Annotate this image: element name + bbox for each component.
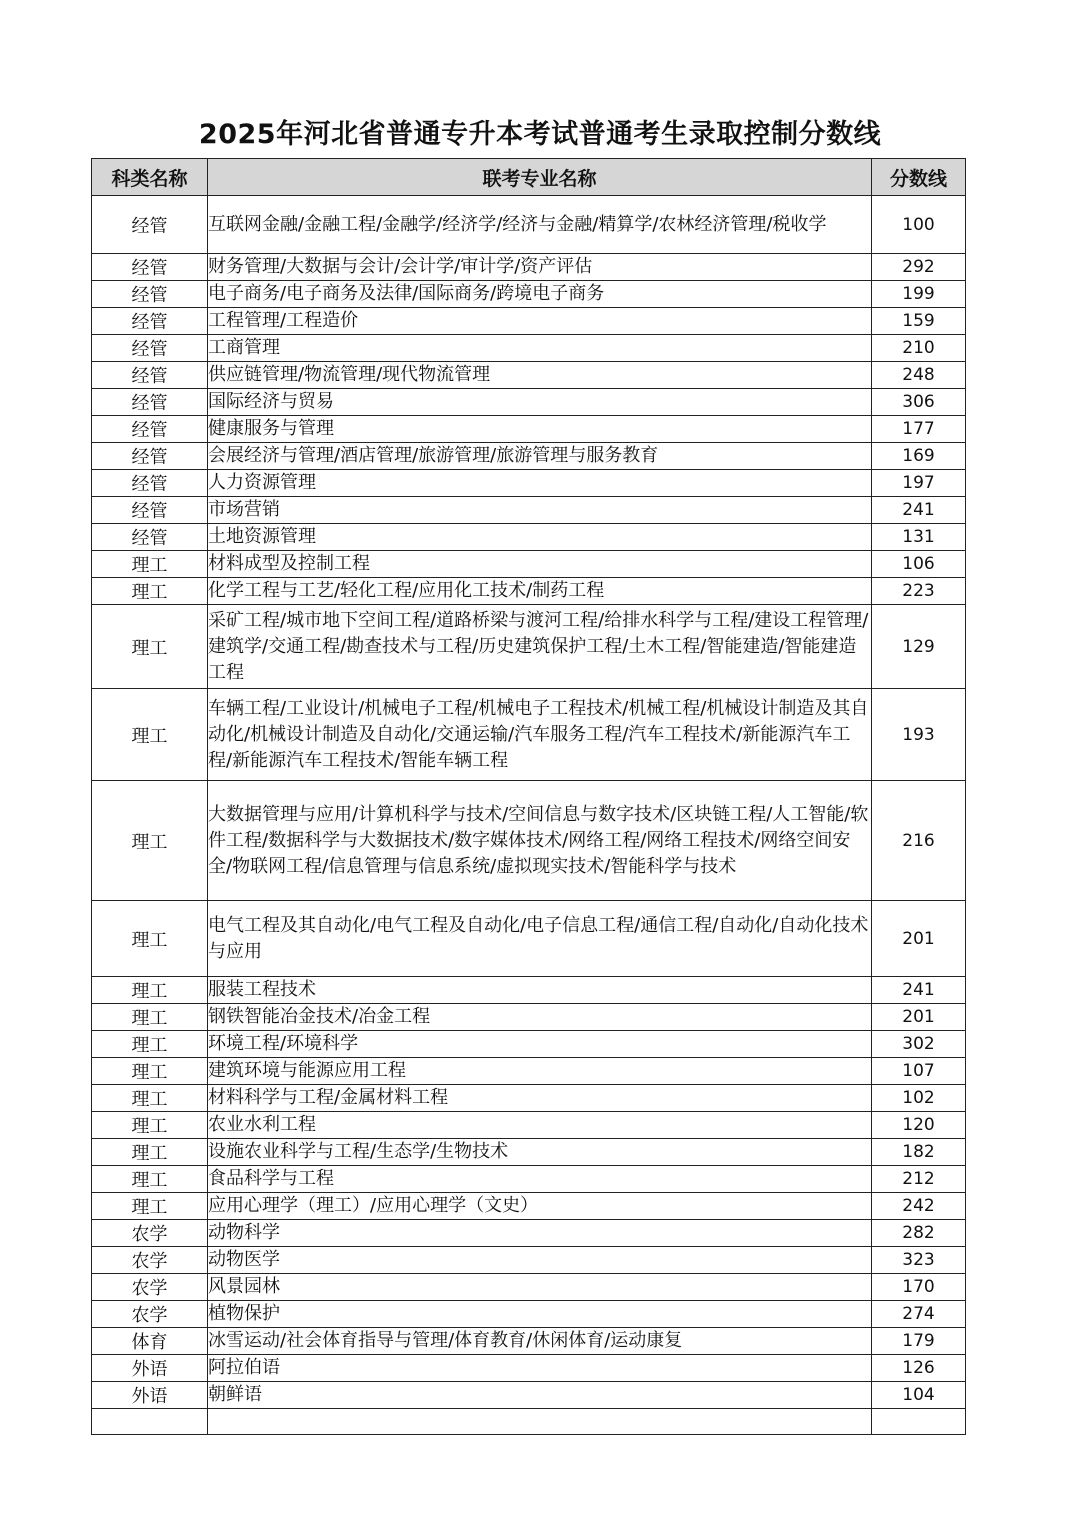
score-cell: 197 xyxy=(872,470,966,497)
category-cell: 外语 xyxy=(92,1382,208,1409)
category-cell: 经管 xyxy=(92,497,208,524)
major-cell: 钢铁智能冶金技术/冶金工程 xyxy=(208,1004,872,1031)
score-cell: 292 xyxy=(872,254,966,281)
score-cell: 177 xyxy=(872,416,966,443)
score-cell: 131 xyxy=(872,524,966,551)
table-row xyxy=(92,470,966,497)
table-row xyxy=(92,1031,966,1058)
table-row xyxy=(92,1355,966,1382)
table-row xyxy=(92,781,966,901)
score-cell: 126 xyxy=(872,1355,966,1382)
score-cell: 169 xyxy=(872,443,966,470)
major-cell: 工程管理/工程造价 xyxy=(208,308,872,335)
table-row xyxy=(92,1112,966,1139)
category-cell: 经管 xyxy=(92,308,208,335)
table-row xyxy=(92,362,966,389)
category-cell: 经管 xyxy=(92,362,208,389)
header-score: 分数线 xyxy=(872,159,966,196)
score-cell: 170 xyxy=(872,1274,966,1301)
table-row xyxy=(92,977,966,1004)
major-cell: 电子商务/电子商务及法律/国际商务/跨境电子商务 xyxy=(208,281,872,308)
table-row xyxy=(92,605,966,689)
major-cell: 采矿工程/城市地下空间工程/道路桥梁与渡河工程/给排水科学与工程/建设工程管理/建筑学/交通工程/勘查技术与工程/历史建筑保护工程/土木工程/智能建造/智能建造工程 xyxy=(208,605,872,689)
table-row xyxy=(92,1085,966,1112)
header-major: 联考专业名称 xyxy=(208,159,872,196)
score-cell: 201 xyxy=(872,1004,966,1031)
table-row xyxy=(92,497,966,524)
score-cell: 107 xyxy=(872,1058,966,1085)
category-cell: 理工 xyxy=(92,1085,208,1112)
score-cell: 248 xyxy=(872,362,966,389)
major-cell xyxy=(208,1409,872,1435)
table-row xyxy=(92,1382,966,1409)
score-cell: 100 xyxy=(872,196,966,254)
page-title: 2025年河北省普通专升本考试普通考生录取控制分数线 xyxy=(198,119,882,150)
score-cell: 241 xyxy=(872,977,966,1004)
score-cell: 323 xyxy=(872,1247,966,1274)
major-cell: 农业水利工程 xyxy=(208,1112,872,1139)
major-cell: 市场营销 xyxy=(208,497,872,524)
major-cell: 环境工程/环境科学 xyxy=(208,1031,872,1058)
category-cell: 理工 xyxy=(92,977,208,1004)
category-cell: 经管 xyxy=(92,335,208,362)
score-cell: 212 xyxy=(872,1166,966,1193)
score-cell: 182 xyxy=(872,1139,966,1166)
category-cell: 理工 xyxy=(92,1112,208,1139)
category-cell: 理工 xyxy=(92,1031,208,1058)
major-cell: 阿拉伯语 xyxy=(208,1355,872,1382)
table-row xyxy=(92,551,966,578)
major-cell: 朝鲜语 xyxy=(208,1382,872,1409)
table-row xyxy=(92,1328,966,1355)
major-cell: 化学工程与工艺/轻化工程/应用化工技术/制药工程 xyxy=(208,578,872,605)
major-cell: 土地资源管理 xyxy=(208,524,872,551)
score-cell: 120 xyxy=(872,1112,966,1139)
major-cell: 冰雪运动/社会体育指导与管理/体育教育/休闲体育/运动康复 xyxy=(208,1328,872,1355)
category-cell: 理工 xyxy=(92,1193,208,1220)
category-cell: 经管 xyxy=(92,196,208,254)
category-cell: 理工 xyxy=(92,1058,208,1085)
major-cell: 动物科学 xyxy=(208,1220,872,1247)
major-cell: 互联网金融/金融工程/金融学/经济学/经济与金融/精算学/农林经济管理/税收学 xyxy=(208,196,872,254)
major-cell: 会展经济与管理/酒店管理/旅游管理/旅游管理与服务教育 xyxy=(208,443,872,470)
score-cell: 199 xyxy=(872,281,966,308)
score-cell: 242 xyxy=(872,1193,966,1220)
major-cell: 风景园林 xyxy=(208,1274,872,1301)
major-cell: 材料成型及控制工程 xyxy=(208,551,872,578)
score-cell: 201 xyxy=(872,901,966,977)
category-cell: 理工 xyxy=(92,1004,208,1031)
score-cell: 223 xyxy=(872,578,966,605)
score-cell: 241 xyxy=(872,497,966,524)
table-row xyxy=(92,1409,966,1435)
category-cell xyxy=(92,1409,208,1435)
major-cell: 工商管理 xyxy=(208,335,872,362)
score-cell: 216 xyxy=(872,781,966,901)
category-cell: 外语 xyxy=(92,1355,208,1382)
table-row xyxy=(92,901,966,977)
score-table xyxy=(91,158,966,1435)
table-row xyxy=(92,335,966,362)
major-cell: 供应链管理/物流管理/现代物流管理 xyxy=(208,362,872,389)
category-cell: 农学 xyxy=(92,1247,208,1274)
table-row xyxy=(92,524,966,551)
category-cell: 经管 xyxy=(92,389,208,416)
table-row xyxy=(92,196,966,254)
table-row xyxy=(92,254,966,281)
score-cell: 306 xyxy=(872,389,966,416)
category-cell: 经管 xyxy=(92,416,208,443)
major-cell: 动物医学 xyxy=(208,1247,872,1274)
category-cell: 理工 xyxy=(92,1166,208,1193)
header-category: 科类名称 xyxy=(92,159,208,196)
major-cell: 大数据管理与应用/计算机科学与技术/空间信息与数字技术/区块链工程/人工智能/软件工程/数据科学与大数据技术/数字媒体技术/网络工程/网络工程技术/网络空间安全/物联网工程/信息管理与信息系统/虚拟现实技术/智能科学与技术 xyxy=(208,781,872,901)
category-cell: 理工 xyxy=(92,901,208,977)
table-row xyxy=(92,1004,966,1031)
major-cell: 财务管理/大数据与会计/会计学/审计学/资产评估 xyxy=(208,254,872,281)
score-cell: 159 xyxy=(872,308,966,335)
major-cell: 国际经济与贸易 xyxy=(208,389,872,416)
table-row xyxy=(92,1058,966,1085)
category-cell: 理工 xyxy=(92,605,208,689)
score-cell: 179 xyxy=(872,1328,966,1355)
score-cell: 302 xyxy=(872,1031,966,1058)
category-cell: 理工 xyxy=(92,1139,208,1166)
score-cell: 104 xyxy=(872,1382,966,1409)
category-cell: 农学 xyxy=(92,1274,208,1301)
table-row xyxy=(92,443,966,470)
category-cell: 理工 xyxy=(92,781,208,901)
major-cell: 食品科学与工程 xyxy=(208,1166,872,1193)
category-cell: 理工 xyxy=(92,551,208,578)
category-cell: 经管 xyxy=(92,470,208,497)
category-cell: 经管 xyxy=(92,281,208,308)
major-cell: 材料科学与工程/金属材料工程 xyxy=(208,1085,872,1112)
major-cell: 植物保护 xyxy=(208,1301,872,1328)
major-cell: 车辆工程/工业设计/机械电子工程/机械电子工程技术/机械工程/机械设计制造及其自动化/机械设计制造及自动化/交通运输/汽车服务工程/汽车工程技术/新能源汽车工程/新能源汽车工程技术/智能车辆工程 xyxy=(208,689,872,781)
table-row xyxy=(92,1193,966,1220)
table-row xyxy=(92,1166,966,1193)
table-row xyxy=(92,578,966,605)
category-cell: 理工 xyxy=(92,578,208,605)
score-cell: 193 xyxy=(872,689,966,781)
major-cell: 人力资源管理 xyxy=(208,470,872,497)
table-row xyxy=(92,1274,966,1301)
score-cell: 282 xyxy=(872,1220,966,1247)
major-cell: 应用心理学（理工）/应用心理学（文史） xyxy=(208,1193,872,1220)
category-cell: 经管 xyxy=(92,254,208,281)
table-row xyxy=(92,1301,966,1328)
table-row xyxy=(92,1139,966,1166)
score-cell: 129 xyxy=(872,605,966,689)
table-row xyxy=(92,281,966,308)
table-row xyxy=(92,389,966,416)
major-cell: 服装工程技术 xyxy=(208,977,872,1004)
major-cell: 电气工程及其自动化/电气工程及自动化/电子信息工程/通信工程/自动化/自动化技术与应用 xyxy=(208,901,872,977)
category-cell: 经管 xyxy=(92,524,208,551)
table-row xyxy=(92,689,966,781)
category-cell: 经管 xyxy=(92,443,208,470)
major-cell: 建筑环境与能源应用工程 xyxy=(208,1058,872,1085)
category-cell: 理工 xyxy=(92,689,208,781)
category-cell: 农学 xyxy=(92,1220,208,1247)
table-row xyxy=(92,416,966,443)
major-cell: 健康服务与管理 xyxy=(208,416,872,443)
score-cell: 102 xyxy=(872,1085,966,1112)
table-row xyxy=(92,308,966,335)
table-row xyxy=(92,1247,966,1274)
header-row xyxy=(92,159,966,196)
category-cell: 体育 xyxy=(92,1328,208,1355)
table-row xyxy=(92,1220,966,1247)
major-cell: 设施农业科学与工程/生态学/生物技术 xyxy=(208,1139,872,1166)
score-cell: 106 xyxy=(872,551,966,578)
score-cell: 274 xyxy=(872,1301,966,1328)
category-cell: 农学 xyxy=(92,1301,208,1328)
score-cell: 210 xyxy=(872,335,966,362)
score-cell xyxy=(872,1409,966,1435)
